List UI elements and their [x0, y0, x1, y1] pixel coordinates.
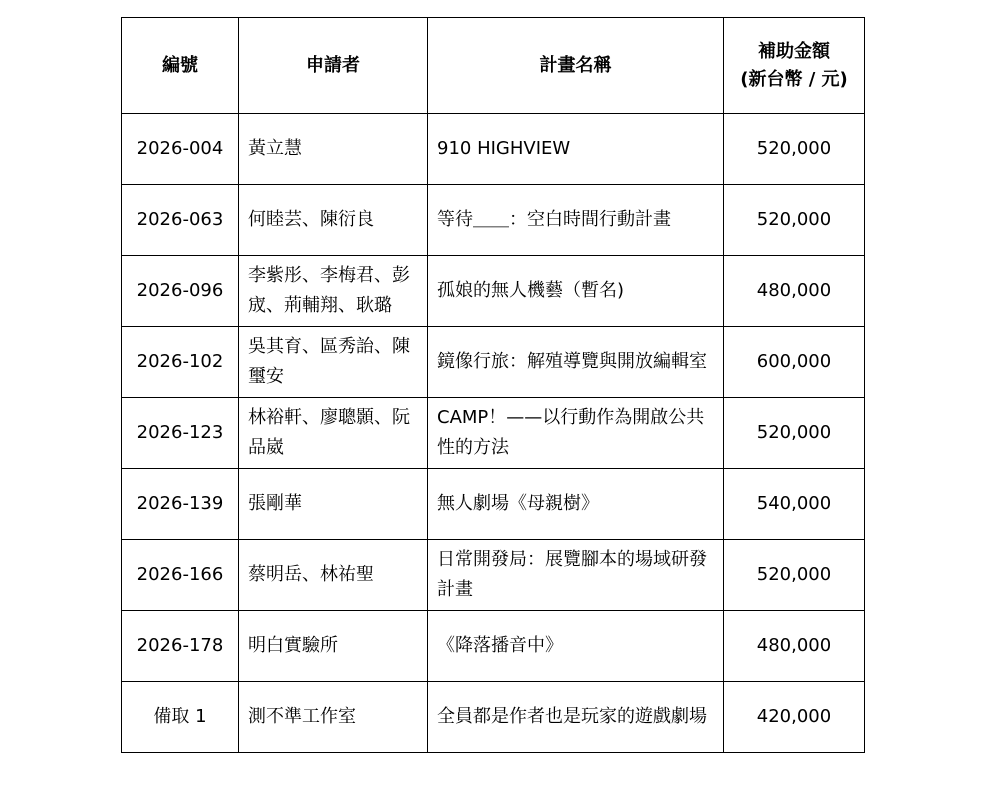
row-project: 全員都是作者也是玩家的遊戲劇場 [428, 682, 724, 753]
row-amount: 480,000 [724, 611, 865, 682]
table-row [122, 611, 865, 682]
row-project: CAMP！——以行動作為開啟公共性的方法 [428, 398, 724, 469]
table-row [122, 114, 865, 185]
row-id: 2026-102 [122, 327, 239, 398]
row-id: 2026-139 [122, 469, 239, 540]
row-applicant: 明白實驗所 [239, 611, 428, 682]
row-applicant: 李紫彤、李梅君、彭宬、荊輔翔、耿璐 [239, 256, 428, 327]
header-amount [724, 18, 865, 114]
row-applicant: 黃立慧 [239, 114, 428, 185]
row-applicant: 林裕軒、廖聰顥、阮品崴 [239, 398, 428, 469]
table-row [122, 682, 865, 753]
table-row [122, 469, 865, 540]
row-id: 備取 1 [122, 682, 239, 753]
header-amount-label: 補助金額 [758, 40, 830, 62]
row-project: 等待＿＿：空白時間行動計畫 [428, 185, 724, 256]
row-applicant: 張剛華 [239, 469, 428, 540]
row-id: 2026-004 [122, 114, 239, 185]
header-applicant: 申請者 [239, 18, 428, 114]
row-amount: 520,000 [724, 185, 865, 256]
table-row [122, 256, 865, 327]
row-id: 2026-096 [122, 256, 239, 327]
row-project: 鏡像行旅：解殖導覽與開放編輯室 [428, 327, 724, 398]
row-id: 2026-166 [122, 540, 239, 611]
table-row [122, 540, 865, 611]
row-applicant: 吳其育、區秀詒、陳璽安 [239, 327, 428, 398]
table-header-row [122, 18, 865, 114]
row-project: 《降落播音中》 [428, 611, 724, 682]
row-id: 2026-178 [122, 611, 239, 682]
row-applicant: 何睦芸、陳衍良 [239, 185, 428, 256]
row-project: 日常開發局：展覽腳本的場域研發計畫 [428, 540, 724, 611]
table-row [122, 398, 865, 469]
grant-table [121, 17, 865, 753]
table-row [122, 327, 865, 398]
table-row [122, 185, 865, 256]
row-amount: 520,000 [724, 398, 865, 469]
row-amount: 520,000 [724, 114, 865, 185]
header-amount-unit: (新台幣 / 元) [740, 68, 848, 90]
row-project: 孤娘的無人機藝（暫名) [428, 256, 724, 327]
row-applicant: 測不準工作室 [239, 682, 428, 753]
row-amount: 520,000 [724, 540, 865, 611]
row-amount: 420,000 [724, 682, 865, 753]
header-project: 計畫名稱 [428, 18, 724, 114]
header-id: 編號 [122, 18, 239, 114]
row-amount: 480,000 [724, 256, 865, 327]
row-project: 910 HIGHVIEW [428, 114, 724, 185]
row-amount: 600,000 [724, 327, 865, 398]
row-id: 2026-123 [122, 398, 239, 469]
row-id: 2026-063 [122, 185, 239, 256]
row-applicant: 蔡明岳、林祐聖 [239, 540, 428, 611]
row-amount: 540,000 [724, 469, 865, 540]
row-project: 無人劇場《母親樹》 [428, 469, 724, 540]
